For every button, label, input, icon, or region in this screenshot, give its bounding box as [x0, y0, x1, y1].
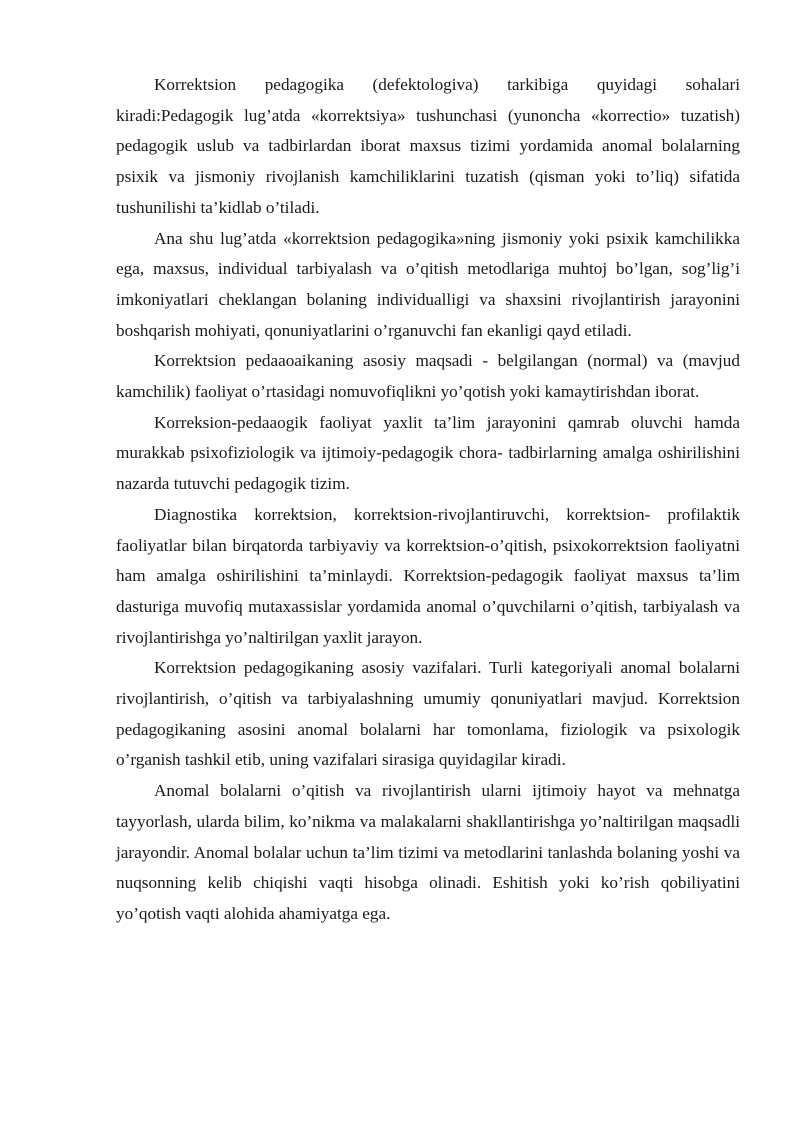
- paragraph: Korrektsion pedagogikaning asosiy vazifalari. Turli kategoriyali anomal bolalarni rivojlantirish, o’qitish va tarbiyalashning umumiy qonuniyatlari mavjud. Korrektsion pedagogikaning asosini anomal bolalarni har tomonlama, fiziologik va psixologik o’rganish tashkil etib, uning vazifalari sirasiga quyidagilar kiradi.: [116, 658, 740, 770]
- paragraph: Korrektsion pedaaoaikaning asosiy maqsadi - belgilangan (normal) va (mavjud kamchilik) faoliyat o’rtasidagi nomuvofiqlikni yo’qotish yoki kamaytirishdan iborat.: [116, 351, 740, 402]
- paragraph: Ana shu lug’atda «korrektsion pedagogika»ning jismoniy yoki psixik kamchilikka ega, maxsus, individual tarbiyalash va o’qitish metodlariga muhtoj bo’lgan, sog’lig’i imkoniyatlari cheklangan bolaning individualligi va shaxsini rivojlantirish jarayonini boshqarish mohiyati, qonuniyatlarini o’rganuvchi fan ekanligi qayd etiladi.: [116, 228, 740, 340]
- paragraph: Diagnostika korrektsion, korrektsion-rivojlantiruvchi, korrektsion- profilaktik faoliyatlar bilan birqatorda tarbiyaviy va korrektsion-o’qitish, psixokorrektsion faoliyatni ham amalga oshirilishini ta’minlaydi. Korrektsion-pedagogik faoliyat maxsus ta’lim dasturiga muvofiq mutaxassislar yordamida anomal o’quvchilarni o’qitish, tarbiyalash va rivojlantirishga yo’naltirilgan yaxlit jarayon.: [116, 504, 740, 647]
- paragraph: Korrektsion pedagogika (defektologiva) tarkibiga quyidagi sohalari kiradi:Pedagogik lug’atda «korrektsiya» tushunchasi (yunoncha «korrectio» tuzatish) pedagogik uslub va tadbirlardan iborat maxsus tizimi yordamida anomal bolalarning psixik va jismoniy rivojlanish kamchiliklarini tuzatish (qisman yoki to’liq) sifatida tushunilishi ta’kidlab o’tiladi.: [116, 75, 740, 217]
- paragraph: Anomal bolalarni o’qitish va rivojlantirish ularni ijtimoiy hayot va mehnatga tayyorlash, ularda bilim, ko’nikma va malakalarni shakllantirishga yo’naltirilgan maqsadli jarayondir. Anomal bolalar uchun ta’lim tizimi va metodlarini tanlashda bolaning yoshi va nuqsonning kelib chiqishi vaqti hisobga olinadi. Eshitish yoki ko’rish qobiliyatini yo’qotish vaqti alohida ahamiyatga ega.: [116, 781, 740, 923]
- document-page: [116, 70, 740, 930]
- paragraph: Korreksion-pedaaogik faoliyat yaxlit ta’lim jarayonini qamrab oluvchi hamda murakkab psixofiziologik va ijtimoiy-pedagogik chora- tadbirlarning amalga oshirilishini nazarda tutuvchi pedagogik tizim.: [116, 412, 740, 494]
